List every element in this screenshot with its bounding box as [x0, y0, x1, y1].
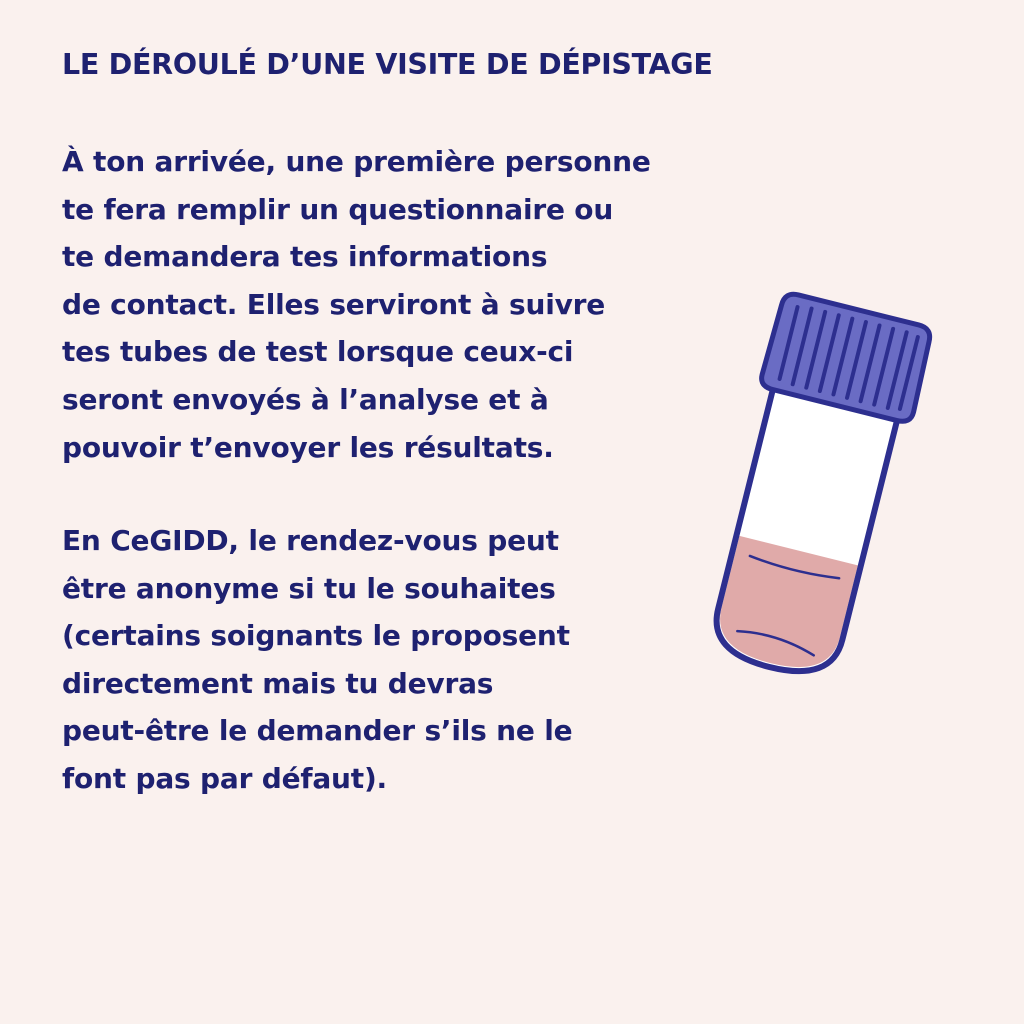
paragraph-cegidd [62, 517, 572, 803]
paragraph-line: font pas par défaut). [62, 761, 387, 795]
paragraph-line: directement mais tu devras [62, 666, 494, 700]
page-title: LE DÉROULÉ D’UNE VISITE DE DÉPISTAGE [62, 48, 713, 81]
paragraph-line: tes tubes de test lorsque ceux-ci [62, 335, 574, 369]
paragraph-line: seront envoyés à l’analyse et à [62, 382, 549, 416]
paragraph-line: être anonyme si tu le souhaites [62, 571, 556, 605]
paragraph-line: peut-être le demander s’ils ne le [62, 714, 573, 748]
paragraph-line: de contact. Elles serviront à suivre [62, 287, 606, 321]
paragraph-line: À ton arrivée, une première personne [62, 145, 651, 178]
paragraph-line: te fera remplir un questionnaire ou [62, 192, 614, 226]
paragraph-line: (certains soignants le proposent [62, 619, 570, 653]
paragraph-line: te demandera tes informations [62, 240, 548, 274]
paragraph-line: pouvoir t’envoyer les résultats. [62, 430, 554, 464]
test-tube-vial-icon [660, 290, 950, 720]
paragraph-arrival [62, 138, 651, 471]
paragraph-line: En CeGIDD, le rendez-vous peut [62, 524, 559, 557]
